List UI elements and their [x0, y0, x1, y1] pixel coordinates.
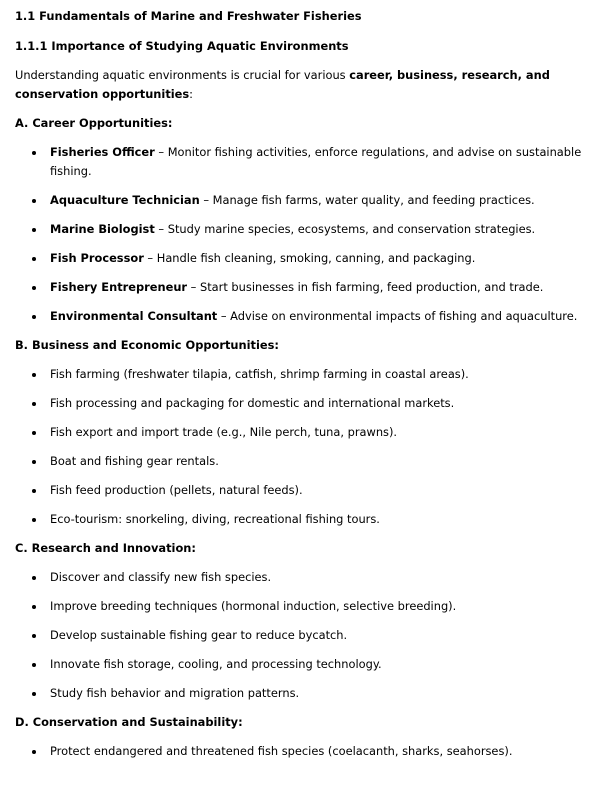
- section-heading: B. Business and Economic Opportunities:: [15, 338, 279, 352]
- list-item-text: Fish export and import trade (e.g., Nile perch, tuna, prawns).: [50, 425, 398, 439]
- list-item-text: Protect endangered and threatened fish species (coelacanth, sharks, seahorses).: [50, 744, 513, 758]
- intro-text: Understanding aquatic environments is crucial for various: [15, 68, 350, 82]
- list-item-term: Fisheries Officer: [50, 145, 155, 159]
- list-item: [32, 307, 585, 326]
- page-title: 1.1 Fundamentals of Marine and Freshwater Fisheries: [15, 9, 362, 23]
- list-item-text: – Handle fish cleaning, smoking, canning, and packaging.: [143, 251, 476, 265]
- list-item-term: Fishery Entrepreneur: [50, 280, 188, 294]
- list-item: [32, 394, 585, 413]
- list-item-text: Boat and fishing gear rentals.: [50, 454, 219, 468]
- list-item-text: – Monitor fishing activities, enforce regulations, and advise on sustainable fishing.: [50, 145, 582, 178]
- list-item: [32, 220, 585, 239]
- intro-end: :: [189, 87, 194, 101]
- list-item-text: Fish feed production (pellets, natural feeds).: [50, 483, 303, 497]
- list-item-text: Improve breeding techniques (hormonal induction, selective breeding).: [50, 599, 457, 613]
- list-item: [32, 481, 585, 500]
- list-item: [32, 278, 585, 297]
- list-item-text: – Study marine species, ecosystems, and conservation strategies.: [154, 222, 536, 236]
- list-item: [32, 742, 585, 761]
- intro-paragraph: [15, 66, 585, 104]
- list-item-term: Marine Biologist: [50, 222, 155, 236]
- document-page: [15, 7, 585, 771]
- bullet-list: [15, 742, 585, 761]
- list-item-text: Discover and classify new fish species.: [50, 570, 272, 584]
- list-item: [32, 510, 585, 529]
- list-item: [32, 597, 585, 616]
- list-item: [32, 452, 585, 471]
- list-item-term: Aquaculture Technician: [50, 193, 200, 207]
- bullet-list: [15, 365, 585, 529]
- list-item: [32, 684, 585, 703]
- list-item: [32, 143, 585, 181]
- section-subtitle: 1.1.1 Importance of Studying Aquatic Environments: [15, 39, 349, 53]
- list-item: [32, 423, 585, 442]
- sections-container: [15, 114, 585, 761]
- list-item-term: Environmental Consultant: [50, 309, 218, 323]
- list-item: [32, 191, 585, 210]
- list-item-text: – Advise on environmental impacts of fishing and aquaculture.: [217, 309, 578, 323]
- section-heading: C. Research and Innovation:: [15, 541, 196, 555]
- list-item-text: Eco-tourism: snorkeling, diving, recreational fishing tours.: [50, 512, 380, 526]
- bullet-list: [15, 568, 585, 703]
- list-item-text: Develop sustainable fishing gear to reduce bycatch.: [50, 628, 348, 642]
- list-item-text: – Manage fish farms, water quality, and feeding practices.: [199, 193, 535, 207]
- section-heading: D. Conservation and Sustainability:: [15, 715, 243, 729]
- list-item: [32, 365, 585, 384]
- section-heading: A. Career Opportunities:: [15, 116, 173, 130]
- list-item: [32, 626, 585, 645]
- list-item-text: Fish farming (freshwater tilapia, catfish, shrimp farming in coastal areas).: [50, 367, 469, 381]
- list-item: [32, 249, 585, 268]
- intro-bold: career, business, research, and conservation opportunities: [15, 68, 550, 101]
- list-item: [32, 568, 585, 587]
- bullet-list: [15, 143, 585, 326]
- list-item-text: Study fish behavior and migration patterns.: [50, 686, 300, 700]
- list-item: [32, 655, 585, 674]
- list-item-text: Fish processing and packaging for domestic and international markets.: [50, 396, 455, 410]
- list-item-text: – Start businesses in fish farming, feed production, and trade.: [187, 280, 544, 294]
- list-item-text: Innovate fish storage, cooling, and processing technology.: [50, 657, 382, 671]
- list-item-term: Fish Processor: [50, 251, 144, 265]
